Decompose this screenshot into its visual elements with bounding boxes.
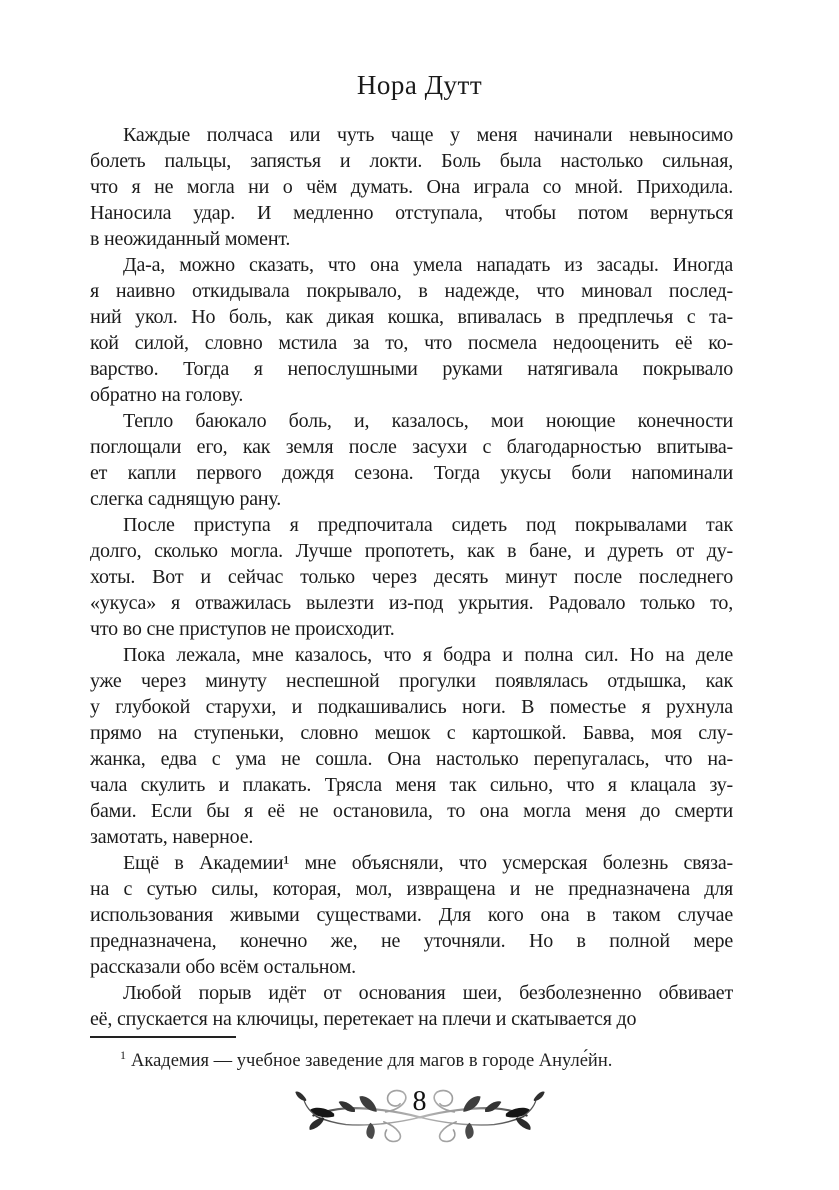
page-number: 8 [412, 1086, 427, 1117]
text-line: Каждые полчаса или чуть чаще у меня начинали невыносимо [123, 124, 733, 146]
text-line: уже через минуту неспешной прогулки появлялась отдышка, как [90, 670, 733, 692]
footnote-divider [90, 1036, 236, 1038]
text-line: Ещё в Академии¹ мне объясняли, что усмерская болезнь связа- [123, 852, 733, 874]
text-line: использования живыми существами. Для кого она в таком случае [90, 904, 733, 926]
text-line: ет капли первого дождя сезона. Тогда укусы боли напоминали [90, 462, 733, 484]
text-line: болеть пальцы, запястья и локти. Боль была настолько сильная, [90, 150, 733, 172]
text-line: кой силой, словно мстила за то, что посмела недооценить её ко- [90, 332, 733, 354]
text-line: Пока лежала, мне казалось, что я бодра и полна сил. Но на деле [123, 644, 733, 666]
paragraph [90, 980, 733, 1032]
paragraph [90, 252, 733, 408]
text-line: После приступа я предпочитала сидеть под покрывалами так [123, 514, 733, 536]
text-line: поглощали его, как земля после засухи с благодарностью впитыва- [90, 436, 733, 458]
text-line: замотать, наверное. [90, 826, 254, 848]
running-title: Нора Дутт [356, 70, 483, 100]
text-line: что я не могла ни о чём думать. Она играла со мной. Приходила. [90, 176, 733, 198]
text-line: жанка, едва с ума не сошла. Она настолько перепугалась, что на- [90, 748, 733, 770]
text-line: обратно на голову. [90, 384, 244, 406]
text-line: в неожиданный момент. [90, 228, 291, 250]
paragraph [90, 512, 733, 642]
text-line: Любой порыв идёт от основания шеи, безболезненно обвивает [123, 982, 733, 1004]
text-line: хоты. Вот и сейчас только через десять минут после последнего [90, 566, 733, 588]
footnote-marker: 1 [120, 1048, 126, 1062]
paragraph [90, 122, 733, 252]
footnote [90, 1043, 733, 1074]
text-line: слегка саднящую рану. [90, 488, 282, 510]
text-line: я наивно откидывала покрывало, в надежде, что миновал послед- [90, 280, 733, 302]
text-line: Наносила удар. И медленно отступала, чтобы потом вернуться [90, 202, 733, 224]
text-line: что во сне приступов не происходит. [90, 618, 395, 640]
text-line: рассказали обо всём остальном. [90, 956, 356, 978]
paragraph [90, 850, 733, 980]
text-line: предназначена, конечно же, не уточняли. Но в полной мере [90, 930, 733, 952]
text-line: чала скулить и плакать. Трясла меня так сильно, что я клацала зу- [90, 774, 733, 796]
paragraph [90, 642, 733, 850]
text-line: варство. Тогда я непослушными руками натягивала покрывало [90, 358, 733, 380]
footnote-text: Академия — учебное заведение для магов в городе Ануле́йн. [131, 1051, 613, 1072]
text-line: долго, сколько могла. Лучше пропотеть, как в бане, и дуреть от ду- [90, 540, 733, 562]
text-line: Да-а, можно сказать, что она умела нападать из засады. Иногда [123, 254, 733, 276]
paragraph [90, 408, 733, 512]
text-line: «укуса» я отважилась вылезти из-под укрытия. Радовало только то, [90, 592, 733, 614]
text-line: на с сутью силы, которая, мол, извращена и не предназначена для [90, 878, 733, 900]
body-text [90, 122, 733, 1032]
page-footer [0, 1087, 839, 1147]
text-line: у глубокой старухи, и подкашивались ноги. В поместье я рухнула [90, 696, 733, 718]
text-line: Тепло баюкало боль, и, казалось, мои ноющие конечности [123, 410, 733, 432]
text-line: ний укол. Но боль, как дикая кошка, впивалась в предплечья с та- [90, 306, 733, 328]
text-line: её, спускается на ключицы, перетекает на плечи и скатывается до [90, 1008, 637, 1030]
text-line: бами. Если бы я её не остановила, то она могла меня до смерти [90, 800, 733, 822]
text-line: прямо на ступеньки, словно мешок с картошкой. Бавва, моя слу- [90, 722, 733, 744]
